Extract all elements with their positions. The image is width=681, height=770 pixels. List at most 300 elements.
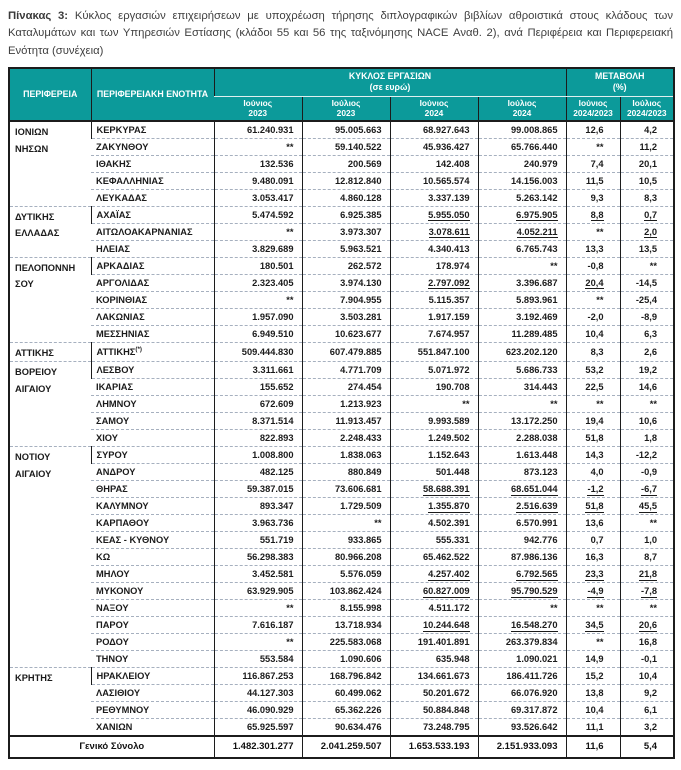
header-month-jul-2023: Ιούλιος 2023 [302, 96, 390, 121]
change-value: 8,7 [620, 549, 674, 566]
table-header [9, 68, 674, 121]
turnover-value: 4.771.709 [302, 362, 390, 379]
turnover-value: 607.479.885 [302, 342, 390, 362]
unit-cell: ΜΥΚΟΝΟΥ [91, 583, 214, 600]
turnover-value: 4.860.128 [302, 189, 390, 206]
totals-row [9, 736, 674, 758]
change-value: ** [620, 600, 674, 617]
table-row [9, 396, 674, 413]
change-value: 20,6 [620, 617, 674, 634]
table-row [9, 362, 674, 379]
turnover-value: 1.838.063 [302, 447, 390, 464]
turnover-value: ** [214, 634, 302, 651]
turnover-value: 50.201.672 [390, 685, 478, 702]
table-row [9, 617, 674, 634]
turnover-value: 87.986.136 [478, 549, 566, 566]
unit-cell: ΙΘΑΚΗΣ [91, 155, 214, 172]
change-value: 19,2 [620, 362, 674, 379]
header-turnover-sub: (σε ευρώ) [369, 82, 411, 93]
turnover-value: 134.661.673 [390, 668, 478, 685]
turnover-value: 65.462.522 [390, 549, 478, 566]
change-value: 13,6 [566, 515, 620, 532]
change-value: ** [566, 291, 620, 308]
unit-cell: ΑΡΚΑΔΙΑΣ [91, 257, 214, 274]
change-value: 13,3 [566, 240, 620, 257]
turnover-value: 60.827.009 [390, 583, 478, 600]
turnover-value: 225.583.068 [302, 634, 390, 651]
change-value: -25,4 [620, 291, 674, 308]
turnover-value: 80.966.208 [302, 549, 390, 566]
turnover-value: 190.708 [390, 379, 478, 396]
table-row [9, 634, 674, 651]
footnote-marker: (*) [135, 345, 142, 353]
change-value: -0,8 [566, 257, 620, 274]
turnover-value: 551.719 [214, 532, 302, 549]
change-value: -12,2 [620, 447, 674, 464]
change-value: 20,1 [620, 155, 674, 172]
turnover-value: 7.616.187 [214, 617, 302, 634]
turnover-value: 3.963.736 [214, 515, 302, 532]
table-caption-label: Πίνακας 3: [8, 10, 69, 22]
unit-cell: ΜΕΣΣΗΝΙΑΣ [91, 325, 214, 342]
table-row [9, 342, 674, 362]
turnover-value: 103.862.424 [302, 583, 390, 600]
region-cell: ΠΕΛΟΠΟΝΝΗ ΣΟΥ [9, 257, 91, 342]
unit-cell: ΖΑΚΥΝΘΟΥ [91, 138, 214, 155]
change-value: 10,4 [620, 668, 674, 685]
unit-cell: ΚΕΑΣ - ΚΥΘΝΟΥ [91, 532, 214, 549]
turnover-value: 5.576.059 [302, 566, 390, 583]
header-change-group [566, 68, 674, 96]
table-caption [8, 8, 673, 60]
turnover-value: 635.948 [390, 651, 478, 668]
unit-cell: ΚΩ [91, 549, 214, 566]
table-row [9, 600, 674, 617]
turnover-value: ** [214, 138, 302, 155]
change-value: 8,3 [566, 342, 620, 362]
unit-cell: ΤΗΝΟΥ [91, 651, 214, 668]
turnover-value: 186.411.726 [478, 668, 566, 685]
change-value: 34,5 [566, 617, 620, 634]
turnover-value: ** [478, 257, 566, 274]
header-month-jul-2024: Ιούλιος 2024 [478, 96, 566, 121]
unit-cell: ΙΚΑΡΙΑΣ [91, 379, 214, 396]
header-change-sub: (%) [612, 82, 627, 93]
table-row [9, 719, 674, 736]
change-value: ** [566, 138, 620, 155]
turnover-value: 2.288.038 [478, 430, 566, 447]
turnover-value: ** [302, 515, 390, 532]
change-value: -8,9 [620, 308, 674, 325]
table-row [9, 515, 674, 532]
change-value: ** [620, 396, 674, 413]
unit-cell: ΣΥΡΟΥ [91, 447, 214, 464]
unit-cell: ΛΑΣΙΘΙΟΥ [91, 685, 214, 702]
turnover-value: 3.974.130 [302, 274, 390, 291]
turnover-value: 262.572 [302, 257, 390, 274]
change-value: 45,5 [620, 498, 674, 515]
turnover-value: 3.311.661 [214, 362, 302, 379]
unit-cell: ΜΗΛΟΥ [91, 566, 214, 583]
unit-cell: ΡΕΘΥΜΝΟΥ [91, 702, 214, 719]
table-row [9, 206, 674, 223]
header-change-title: ΜΕΤΑΒΟΛΗ [595, 71, 645, 82]
change-value: 20,4 [566, 274, 620, 291]
header-turnover-group [214, 68, 566, 96]
change-value: 13,5 [620, 240, 674, 257]
change-value: 13,8 [566, 685, 620, 702]
turnover-value: 509.444.830 [214, 342, 302, 362]
change-value: -6,7 [620, 481, 674, 498]
table-row [9, 481, 674, 498]
table-row [9, 155, 674, 172]
turnover-value: 60.499.062 [302, 685, 390, 702]
turnover-value: 2.248.433 [302, 430, 390, 447]
change-value: 14,9 [566, 651, 620, 668]
turnover-value: 1.090.021 [478, 651, 566, 668]
change-value: 7,4 [566, 155, 620, 172]
turnover-value: 66.076.920 [478, 685, 566, 702]
change-value: 14,6 [620, 379, 674, 396]
turnover-value: 5.115.357 [390, 291, 478, 308]
turnover-value: ** [214, 600, 302, 617]
turnover-value: 61.240.931 [214, 121, 302, 138]
change-value: 8,3 [620, 189, 674, 206]
change-value: 53,2 [566, 362, 620, 379]
change-value: 12,6 [566, 121, 620, 138]
table-row [9, 172, 674, 189]
change-value: ** [620, 257, 674, 274]
turnover-value: 3.078.611 [390, 223, 478, 240]
turnover-value: 3.053.417 [214, 189, 302, 206]
header-month-jun-2024: Ιούνιος 2024 [390, 96, 478, 121]
turnover-value: 45.936.427 [390, 138, 478, 155]
turnover-value: 6.975.905 [478, 206, 566, 223]
unit-cell: ΘΗΡΑΣ [91, 481, 214, 498]
change-value: 10,4 [566, 325, 620, 342]
change-value: 1,8 [620, 430, 674, 447]
table-row [9, 138, 674, 155]
change-value: 14,3 [566, 447, 620, 464]
turnover-value: 3.829.689 [214, 240, 302, 257]
turnover-value: ** [214, 291, 302, 308]
turnover-value: 59.140.522 [302, 138, 390, 155]
turnover-value: 7.904.955 [302, 291, 390, 308]
turnover-value: 13.718.934 [302, 617, 390, 634]
turnover-value: 65.925.597 [214, 719, 302, 736]
turnover-value: 46.090.929 [214, 702, 302, 719]
totals-turnover-value: 2.041.259.507 [302, 736, 390, 758]
turnover-value: 191.401.891 [390, 634, 478, 651]
change-value: 10,4 [566, 702, 620, 719]
turnover-value: 3.452.581 [214, 566, 302, 583]
totals-label: Γενικό Σύνολο [9, 736, 214, 758]
region-cell: ΚΡΗΤΗΣ [9, 668, 91, 736]
unit-cell: ΚΑΡΠΑΘΟΥ [91, 515, 214, 532]
table-row [9, 651, 674, 668]
unit-cell: ΑΤΤΙΚΗΣ(*) [91, 342, 214, 362]
turnover-value: 1.152.643 [390, 447, 478, 464]
change-value: 19,4 [566, 413, 620, 430]
turnover-value: 5.263.142 [478, 189, 566, 206]
header-change-jun: Ιούνιος 2024/2023 [566, 96, 620, 121]
turnover-value: 5.893.961 [478, 291, 566, 308]
change-value: ** [566, 634, 620, 651]
turnover-value: 4.052.211 [478, 223, 566, 240]
turnover-value: 3.337.139 [390, 189, 478, 206]
unit-cell: ΑΧΑΪΑΣ [91, 206, 214, 223]
turnover-value: 3.503.281 [302, 308, 390, 325]
turnover-value: 13.172.250 [478, 413, 566, 430]
turnover-value: 482.125 [214, 464, 302, 481]
table-row [9, 549, 674, 566]
turnover-value: 73.606.681 [302, 481, 390, 498]
totals-turnover-value: 2.151.933.093 [478, 736, 566, 758]
unit-cell: ΧΙΟΥ [91, 430, 214, 447]
turnover-value: 44.127.303 [214, 685, 302, 702]
turnover-value: 1.008.800 [214, 447, 302, 464]
unit-cell: ΗΛΕΙΑΣ [91, 240, 214, 257]
turnover-value: 1.957.090 [214, 308, 302, 325]
turnover-value: 933.865 [302, 532, 390, 549]
turnover-value: 90.634.476 [302, 719, 390, 736]
turnover-value: 5.071.972 [390, 362, 478, 379]
turnover-value: 555.331 [390, 532, 478, 549]
turnover-value: 11.289.485 [478, 325, 566, 342]
turnover-value: 14.156.003 [478, 172, 566, 189]
turnover-value: 3.396.687 [478, 274, 566, 291]
turnover-value: 69.317.872 [478, 702, 566, 719]
turnover-value: 10.565.574 [390, 172, 478, 189]
totals-turnover-value: 1.653.533.193 [390, 736, 478, 758]
turnover-value: 4.502.391 [390, 515, 478, 532]
unit-cell: ΛΗΜΝΟΥ [91, 396, 214, 413]
change-value: 21,8 [620, 566, 674, 583]
turnover-value: 672.609 [214, 396, 302, 413]
unit-cell: ΑΙΤΩΛΟΑΚΑΡΝΑΝΙΑΣ [91, 223, 214, 240]
turnover-value: 8.371.514 [214, 413, 302, 430]
unit-cell: ΛΕΥΚΑΔΑΣ [91, 189, 214, 206]
table-row [9, 240, 674, 257]
turnover-value: 93.526.642 [478, 719, 566, 736]
turnover-value: 6.949.510 [214, 325, 302, 342]
change-value: 22,5 [566, 379, 620, 396]
table-row [9, 566, 674, 583]
turnover-value: 3.192.469 [478, 308, 566, 325]
unit-cell: ΡΟΔΟΥ [91, 634, 214, 651]
turnover-value: ** [478, 600, 566, 617]
turnover-value: 168.796.842 [302, 668, 390, 685]
turnover-value: 65.362.226 [302, 702, 390, 719]
table-row [9, 464, 674, 481]
turnover-value: 68.651.044 [478, 481, 566, 498]
turnover-value: 99.008.865 [478, 121, 566, 138]
change-value: 2,6 [620, 342, 674, 362]
unit-cell: ΚΑΛΥΜΝΟΥ [91, 498, 214, 515]
region-cell: ΔΥΤΙΚΗΣ ΕΛΛΑΔΑΣ [9, 206, 91, 257]
change-value: -0,1 [620, 651, 674, 668]
turnover-value: 9.480.091 [214, 172, 302, 189]
change-value: ** [566, 396, 620, 413]
totals-turnover-value: 1.482.301.277 [214, 736, 302, 758]
change-value: -14,5 [620, 274, 674, 291]
turnover-value: 5.686.733 [478, 362, 566, 379]
change-value: 0,7 [566, 532, 620, 549]
change-value: 16,3 [566, 549, 620, 566]
unit-cell: ΛΑΚΩΝΙΑΣ [91, 308, 214, 325]
turnover-value: 873.123 [478, 464, 566, 481]
change-value: -7,8 [620, 583, 674, 600]
turnover-value: 95.005.663 [302, 121, 390, 138]
unit-cell: ΑΝΔΡΟΥ [91, 464, 214, 481]
turnover-value: 2.516.639 [478, 498, 566, 515]
change-value: 4,0 [566, 464, 620, 481]
turnover-value: 4.511.172 [390, 600, 478, 617]
turnover-value: 880.849 [302, 464, 390, 481]
unit-cell: ΚΕΡΚΥΡΑΣ [91, 121, 214, 138]
turnover-value: 56.298.383 [214, 549, 302, 566]
turnover-value: 11.913.457 [302, 413, 390, 430]
unit-cell: ΑΡΓΟΛΙΔΑΣ [91, 274, 214, 291]
turnover-value: 623.202.120 [478, 342, 566, 362]
turnover-value: 5.474.592 [214, 206, 302, 223]
turnover-value: 116.867.253 [214, 668, 302, 685]
turnover-value: 314.443 [478, 379, 566, 396]
region-cell: ΒΟΡΕΙΟΥ ΑΙΓΑΙΟΥ [9, 362, 91, 447]
turnover-value: 553.584 [214, 651, 302, 668]
unit-cell: ΧΑΝΙΩΝ [91, 719, 214, 736]
turnover-value: 263.379.834 [478, 634, 566, 651]
turnover-value: 4.257.402 [390, 566, 478, 583]
turnover-value: 1.613.448 [478, 447, 566, 464]
change-value: 3,2 [620, 719, 674, 736]
table-caption-text: Κύκλος εργασιών επιχειρήσεων με υποχρέωση τήρησης διπλογραφικών βιβλίων αθροιστικά στους κλάδους των Καταλυμάτων και των Υπηρεσιών Εστίασης (κλάδοι 55 και 56 της ταξινόμησης NACE Αναθ. 2), ανά Περιφέρεια και Περιφερειακή Ενότητα (συνέχεια) [8, 10, 673, 57]
change-value: 16,8 [620, 634, 674, 651]
turnover-value: 6.925.385 [302, 206, 390, 223]
turnover-value: 1.729.509 [302, 498, 390, 515]
header-turnover-title: ΚΥΚΛΟΣ ΕΡΓΑΣΙΩΝ [348, 71, 432, 82]
change-value: 51,8 [566, 430, 620, 447]
change-value: ** [566, 223, 620, 240]
table-row [9, 583, 674, 600]
turnover-value: 1.249.502 [390, 430, 478, 447]
change-value: 11,2 [620, 138, 674, 155]
turnover-value: 68.927.643 [390, 121, 478, 138]
table-row [9, 325, 674, 342]
turnover-value: 1.917.159 [390, 308, 478, 325]
unit-cell: ΚΕΦΑΛΛΗΝΙΑΣ [91, 172, 214, 189]
header-month-jun-2023: Ιούνιος 2023 [214, 96, 302, 121]
turnover-value: 501.448 [390, 464, 478, 481]
table-row [9, 308, 674, 325]
turnover-value: 50.884.848 [390, 702, 478, 719]
table-footer [9, 736, 674, 758]
turnover-value: 58.688.391 [390, 481, 478, 498]
table-row [9, 257, 674, 274]
unit-cell: ΣΑΜΟΥ [91, 413, 214, 430]
totals-change-value: 11,6 [566, 736, 620, 758]
turnover-value: 95.790.529 [478, 583, 566, 600]
turnover-value: 8.155.998 [302, 600, 390, 617]
change-value: 6,3 [620, 325, 674, 342]
turnover-value: 59.387.015 [214, 481, 302, 498]
turnover-value: 6.765.743 [478, 240, 566, 257]
change-value: 10,6 [620, 413, 674, 430]
unit-cell: ΠΑΡΟΥ [91, 617, 214, 634]
turnover-value: 178.974 [390, 257, 478, 274]
turnover-value: 73.248.795 [390, 719, 478, 736]
turnover-value: 5.955.050 [390, 206, 478, 223]
change-value: -4,9 [566, 583, 620, 600]
table-row [9, 685, 674, 702]
turnover-value: 63.929.905 [214, 583, 302, 600]
turnover-value: 9.993.589 [390, 413, 478, 430]
unit-cell: ΝΑΞΟΥ [91, 600, 214, 617]
change-value: 8,8 [566, 206, 620, 223]
turnover-value: 132.536 [214, 155, 302, 172]
change-value: 11,5 [566, 172, 620, 189]
totals-change-value: 5,4 [620, 736, 674, 758]
turnover-value: ** [214, 223, 302, 240]
table-row [9, 189, 674, 206]
table-row [9, 702, 674, 719]
change-value: 0,7 [620, 206, 674, 223]
turnover-value: 893.347 [214, 498, 302, 515]
table-row [9, 274, 674, 291]
turnover-value: 551.847.100 [390, 342, 478, 362]
turnover-value: 240.979 [478, 155, 566, 172]
change-value: 9,2 [620, 685, 674, 702]
table-row [9, 498, 674, 515]
turnover-value: 142.408 [390, 155, 478, 172]
turnover-value: ** [478, 396, 566, 413]
unit-cell: ΗΡΑΚΛΕΙΟΥ [91, 668, 214, 685]
header-region: ΠΕΡΙΦΕΡΕΙΑ [9, 68, 91, 121]
change-value: -0,9 [620, 464, 674, 481]
header-change-jul: Ιούλιος 2024/2023 [620, 96, 674, 121]
turnover-value: 180.501 [214, 257, 302, 274]
turnover-table [8, 67, 675, 759]
change-value: -1,2 [566, 481, 620, 498]
change-value: 10,5 [620, 172, 674, 189]
header-unit: ΠΕΡΙΦΕΡΕΙΑΚΗ ΕΝΟΤΗΤΑ [91, 68, 214, 121]
region-cell: ΙΟΝΙΩΝ ΝΗΣΩΝ [15, 127, 49, 154]
region-cell: ΝΟΤΙΟΥ ΑΙΓΑΙΟΥ [9, 447, 91, 668]
turnover-value: 6.792.565 [478, 566, 566, 583]
turnover-value: 12.812.840 [302, 172, 390, 189]
unit-cell: ΛΕΣΒΟΥ [91, 362, 214, 379]
change-value: 15,2 [566, 668, 620, 685]
turnover-value: 155.652 [214, 379, 302, 396]
turnover-value: 3.973.307 [302, 223, 390, 240]
turnover-value: 4.340.413 [390, 240, 478, 257]
change-value: ** [620, 515, 674, 532]
turnover-value: 1.213.923 [302, 396, 390, 413]
turnover-value: 942.776 [478, 532, 566, 549]
turnover-value: 274.454 [302, 379, 390, 396]
turnover-value: 6.570.991 [478, 515, 566, 532]
table-row [9, 291, 674, 308]
change-value: 1,0 [620, 532, 674, 549]
unit-cell: ΚΟΡΙΝΘΙΑΣ [91, 291, 214, 308]
change-value: 6,1 [620, 702, 674, 719]
change-value: ** [566, 600, 620, 617]
change-value: 23,3 [566, 566, 620, 583]
table-row [9, 532, 674, 549]
turnover-value: ** [390, 396, 478, 413]
change-value: 9,3 [566, 189, 620, 206]
table-row [9, 379, 674, 396]
